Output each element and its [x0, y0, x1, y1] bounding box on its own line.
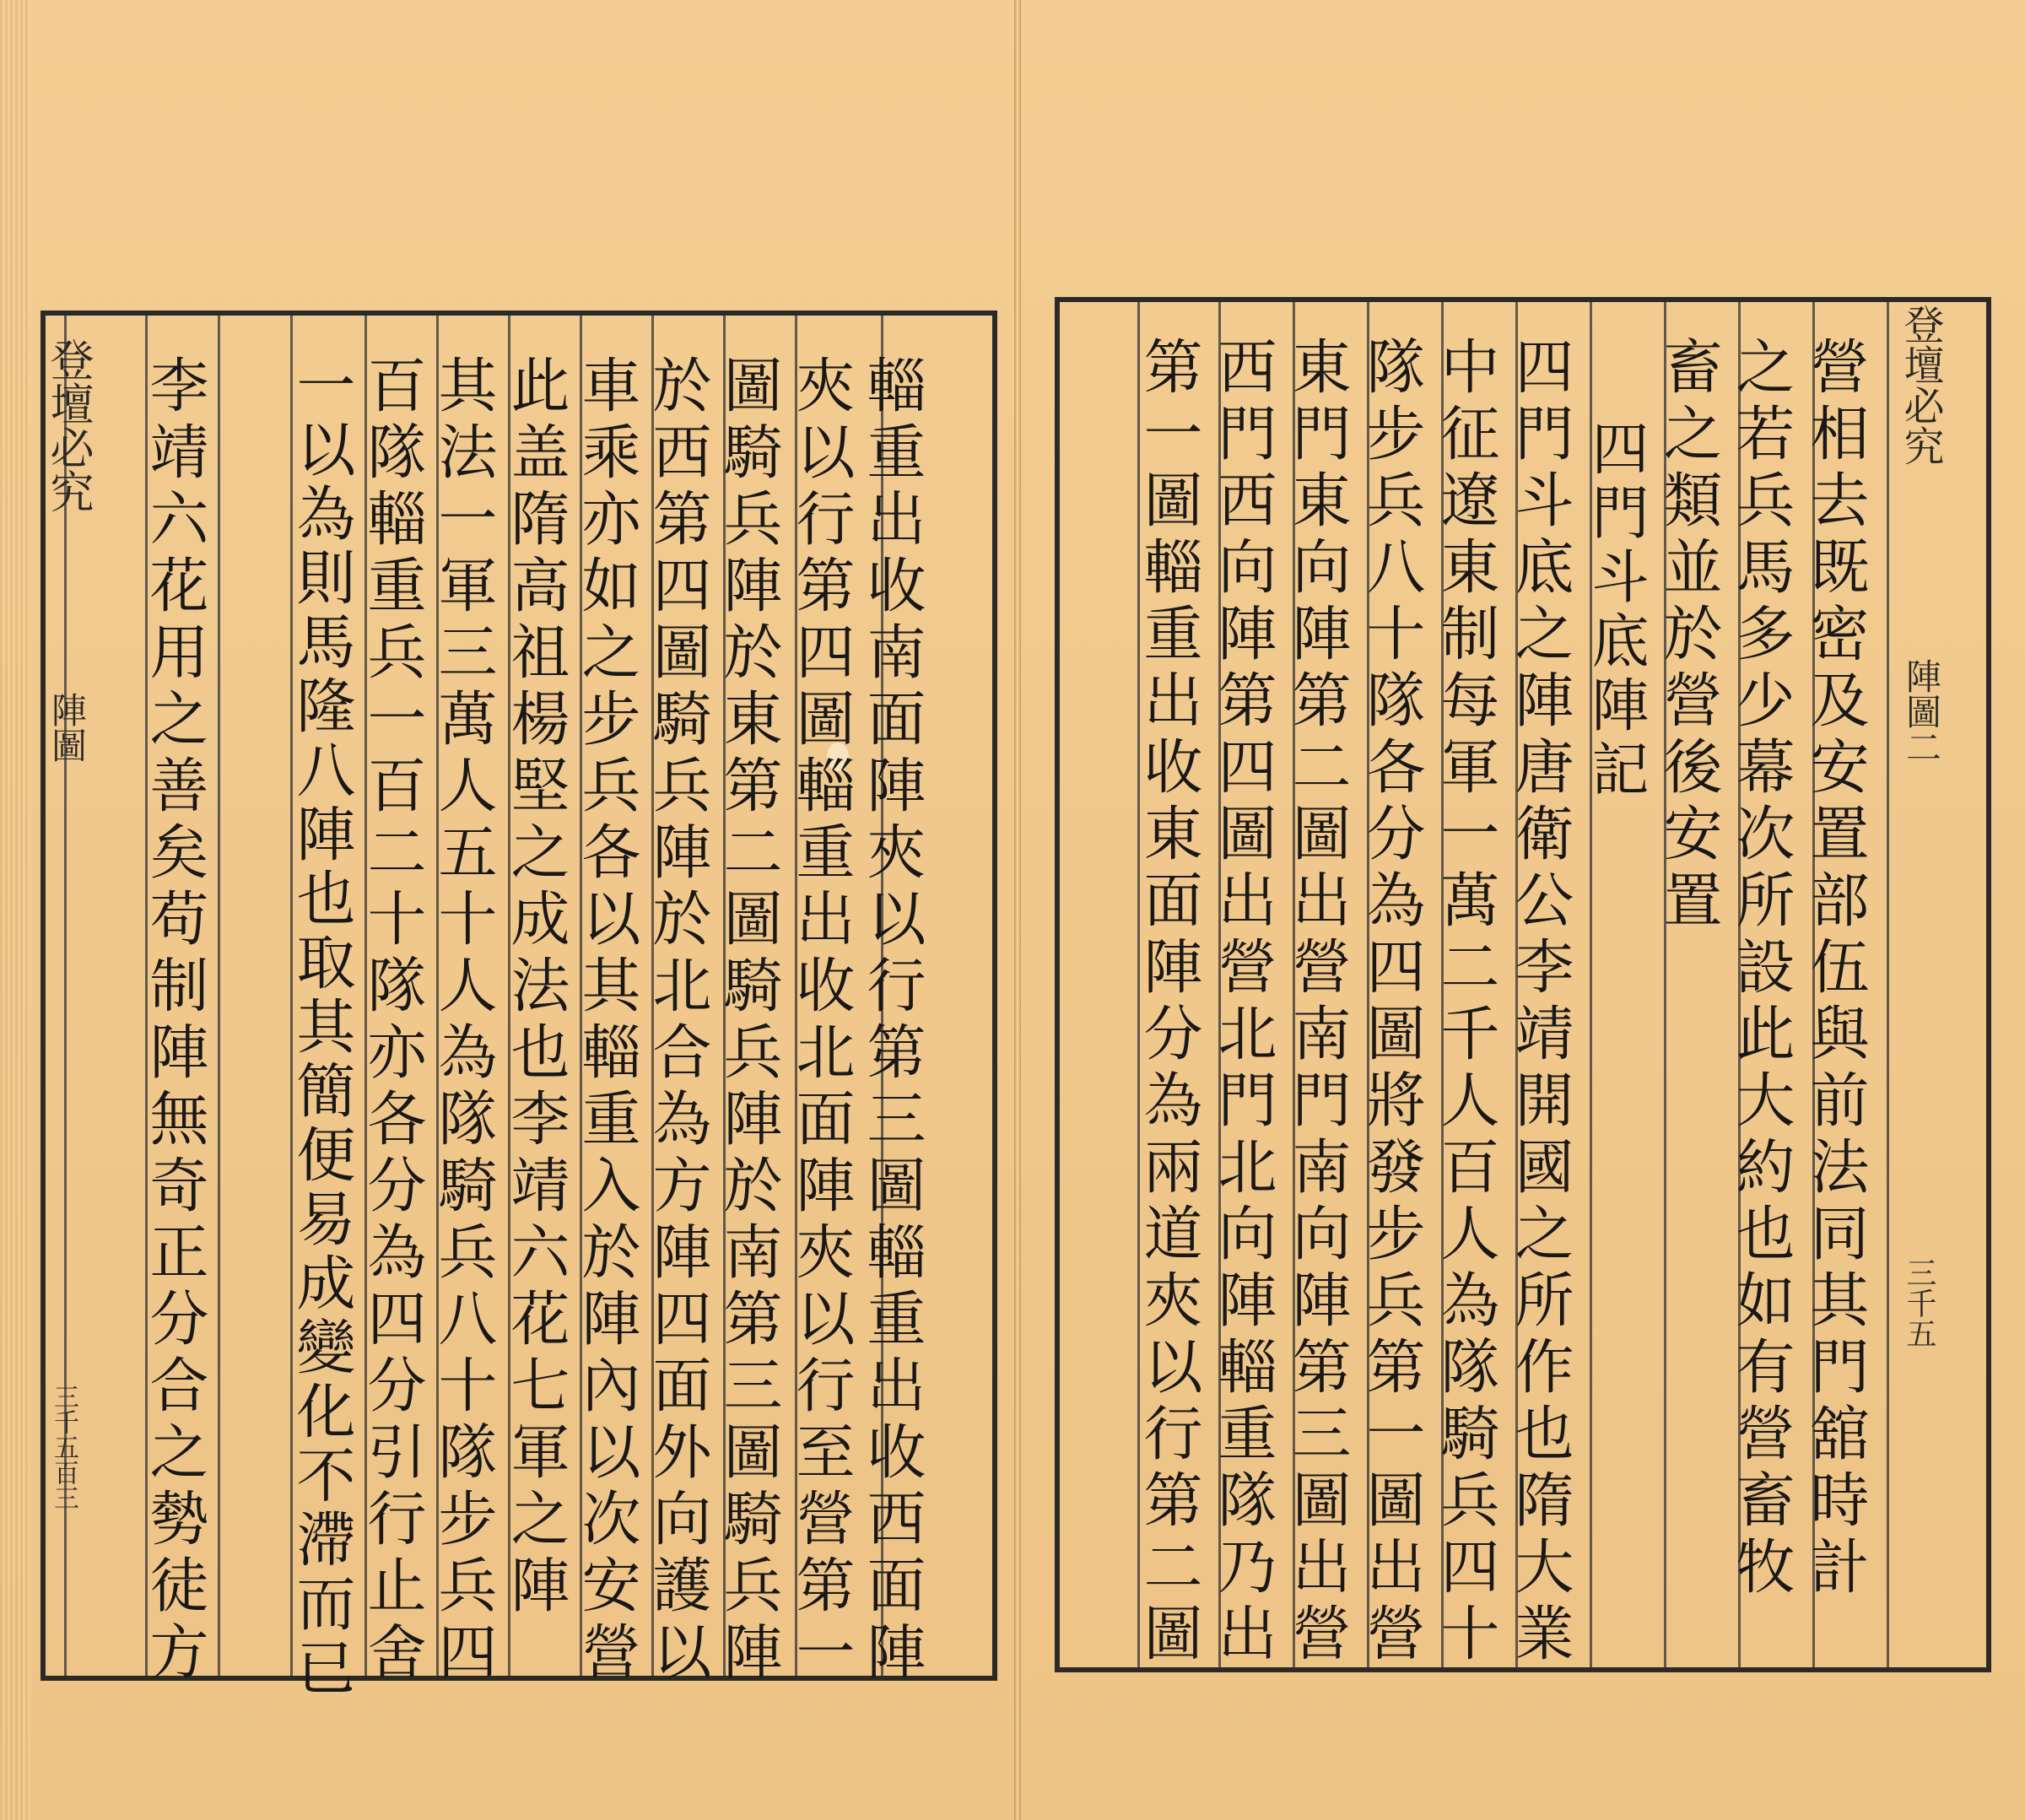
section-heading: 四門斗底陣記	[1582, 419, 1649, 803]
text-column: 東門東向陣第二圖出營南門南向陣第三圖出營	[1282, 336, 1352, 1669]
text-column: 夾以行第四圖輜重出收北面陣夾以行至營第一	[786, 354, 856, 1688]
text-column: 其法一軍三萬人五十人為隊騎兵八十隊步兵四	[429, 354, 498, 1688]
text-column: 畜之類並於營後安置	[1654, 336, 1723, 936]
text-column: 於西第四圖騎兵陣於北合為方陣四面外向護以	[643, 354, 712, 1688]
page-edges	[0, 0, 30, 1820]
folio-number: 三千五百三	[49, 1384, 78, 1510]
text-column: 之若兵馬多少幕次所設此大約也如有營畜牧	[1726, 336, 1796, 1602]
section-mark: 陣圖二	[1901, 658, 1942, 764]
text-column: 百隊輜重兵一百二十隊亦各分為四分引行止舍	[358, 354, 427, 1688]
side-title: 登壇必究	[1897, 304, 1944, 466]
text-column: 圖騎兵陣於東第二圖騎兵陣於南第三圖騎兵陣	[714, 354, 783, 1688]
margin-rule	[1887, 302, 1889, 1667]
text-column: 李靖六花用之善矣苟制陣無奇正分合之勢徒方	[140, 354, 209, 1688]
text-column: 營相去既密及安置部伍與前法同其門舘時計	[1801, 336, 1870, 1602]
text-column: 隊步兵八十隊各分為四圖將發步兵第一圖出營	[1357, 336, 1426, 1669]
folio-number: 三千五	[1902, 1257, 1936, 1348]
column-rule	[218, 316, 220, 1676]
text-column: 此盖隋高祖楊堅之成法也李靖六花七軍之陣	[501, 354, 570, 1621]
text-column: 輜重出收南面陣夾以行第三圖輜重出收西面陣	[857, 354, 926, 1688]
right-page	[1021, 0, 2025, 1820]
text-column: 西門西向陣第四圖出營北門北向陣輜重隊乃出	[1208, 336, 1277, 1669]
text-column: 一以為則馬隆八陣也取其簡便易成變化不滯而已	[287, 354, 356, 1701]
book-gutter	[1014, 0, 1021, 1820]
text-column: 四門斗底之陣唐衛公李靖開國之所作也隋大業	[1505, 336, 1574, 1669]
text-column: 中征遼東制每軍一萬二千人百人為隊騎兵四十	[1431, 336, 1500, 1669]
section-mark: 陣圖	[46, 692, 88, 763]
text-column: 第一圖輜重出收東面陣分為兩道夾以行第二圖	[1134, 336, 1203, 1669]
text-column: 車乘亦如之步兵各以其輜重入於陣內以次安營	[572, 354, 641, 1688]
side-title: 登壇必究	[42, 338, 93, 513]
